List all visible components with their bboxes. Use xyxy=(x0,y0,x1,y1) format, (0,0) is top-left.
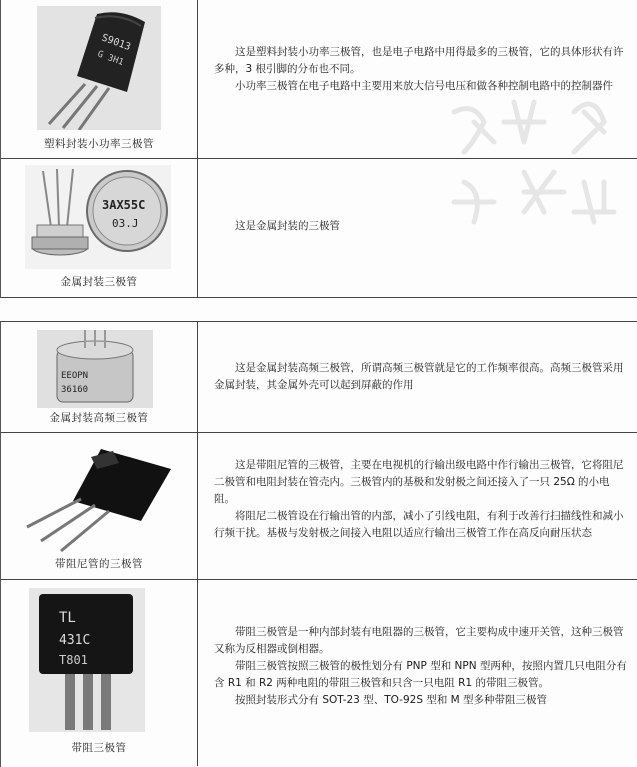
table-row xyxy=(1,322,637,433)
table-block-top xyxy=(0,0,637,298)
description xyxy=(214,624,628,709)
transistor-marking: EEOPN xyxy=(61,371,89,381)
text-cell xyxy=(198,580,634,766)
transistor-marking: 03.J xyxy=(112,217,139,230)
text-cell xyxy=(198,322,634,432)
transistor-marking: 3AX55C xyxy=(102,198,146,212)
description xyxy=(214,360,628,394)
plastic-transistor-photo xyxy=(37,6,161,130)
description xyxy=(214,44,628,95)
resistor-transistor-photo xyxy=(29,588,145,732)
paragraph: 这是带阻尼管的三极管，主要在电视机的行输出级电路中作行输出三极管，它将阻尼二极管和电阻封装在管壳内。三极管内的基极和发射极之间还接入了一只 25Ω 的小电阻。 xyxy=(214,459,624,505)
caption: 塑料封装小功率三极管 xyxy=(44,138,154,150)
caption: 金属封装三极管 xyxy=(60,276,138,288)
transistor-marking: TL xyxy=(59,610,76,626)
image-cell xyxy=(1,433,198,579)
transistor-marking: S9013 xyxy=(99,32,133,54)
image-cell xyxy=(1,0,198,158)
table-row xyxy=(1,0,637,159)
description xyxy=(214,457,628,542)
text-cell xyxy=(198,159,634,297)
metal-hf-transistor-photo xyxy=(37,330,153,408)
description xyxy=(214,218,628,235)
table-row xyxy=(1,159,637,298)
metal-transistor-photo xyxy=(25,165,171,269)
paragraph: 这是金属封装高频三极管，所谓高频三极管就是它的工作频率很高。高频三极管采用金属封装，其金属外壳可以起到屏蔽的作用 xyxy=(214,362,624,391)
paragraph: 小功率三极管在电子电路中主要用来放大信号电压和做各种控制电路中的控制器件 xyxy=(235,80,613,92)
paragraph: 带阻三极管是一种内部封装有电阻器的三极管，它主要构成中速开关管，这种三极管又称为反相器或倒相器。 xyxy=(214,626,624,655)
paragraph: 这是塑料封装小功率三极管，也是电子电路中用得最多的三极管，它的具体形状有许多种，3 根引脚的分布也不同。 xyxy=(214,46,624,75)
transistor-marking: G 3H1 xyxy=(95,49,125,69)
paragraph: 这是金属封装的三极管 xyxy=(235,220,340,232)
caption: 带阻三极管 xyxy=(71,742,127,754)
transistor-marking: T801 xyxy=(59,653,88,667)
image-cell xyxy=(1,322,198,432)
transistor-marking: 431C xyxy=(59,633,91,648)
transistor-marking: 36160 xyxy=(61,385,89,395)
table-row xyxy=(1,580,637,766)
paragraph: 将阻尼二极管设在行输出管的内部，减小了引线电阻，有利于改善行扫描线性和减小行频干扰。基极与发射极之间接入电阻以适应行输出三极管工作在高反向耐压状态 xyxy=(214,510,624,539)
table-block-bottom xyxy=(0,321,637,767)
image-cell xyxy=(1,580,198,766)
caption: 带阻尼管的三极管 xyxy=(55,558,143,570)
image-cell xyxy=(1,159,198,297)
table-row xyxy=(1,433,637,580)
paragraph: 带阻三极管按照三极管的极性划分有 PNP 型和 NPN 型两种，按照内置几只电阻分有含 R1 和 R2 两种电阻的带阻三极管和只含一只电阻 R1 的带阻三极管。 xyxy=(214,660,627,689)
paragraph: 按照封装形式分有 SOT-23 型、TO-92S 型和 M 型多种带阻三极管 xyxy=(235,694,548,706)
text-cell xyxy=(198,0,634,158)
text-cell xyxy=(198,433,634,579)
caption: 金属封装高频三极管 xyxy=(49,412,149,424)
damper-transistor-photo xyxy=(21,443,177,553)
